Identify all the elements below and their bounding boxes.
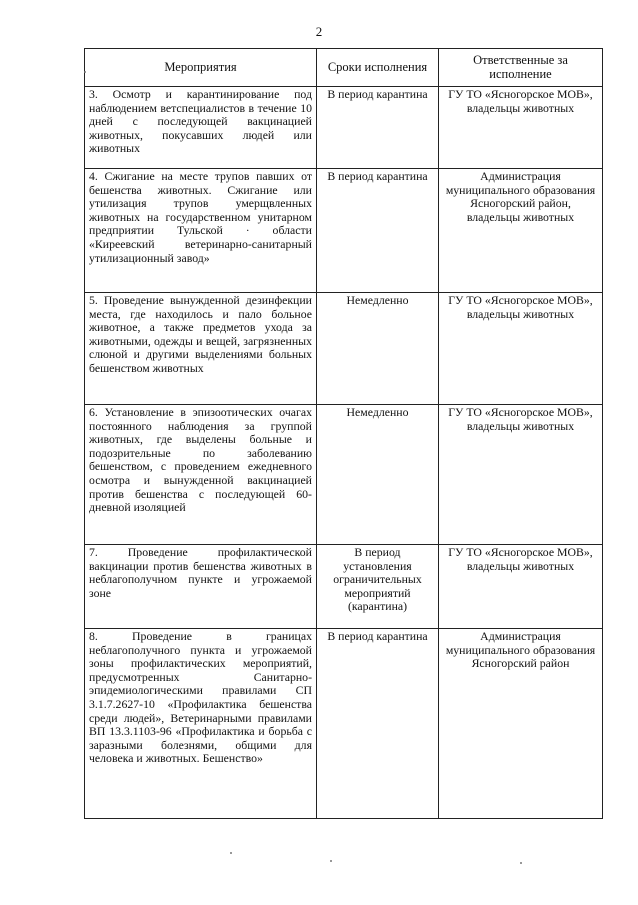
header-responsible: Ответственные за исполнение — [439, 49, 603, 87]
table-row — [85, 629, 603, 819]
responsible-cell: ГУ ТО «Ясногорское МОВ», владельцы животных — [439, 405, 603, 545]
event-cell: 8. Проведение в границах неблагополучного пункта и угрожаемой зоны профилактических мероприятий, предусмотренных Санитарно-эпидемиологическими правилами СП 3.1.7.2627-10 «Профилактика бешенства среди людей», Ветеринарными правилами ВП 13.3.1103-96 «Профилактика и борьба с заразными болезнями, общими для человека и животных. Бешенство» — [85, 629, 317, 819]
table-row — [85, 405, 603, 545]
header-events: Мероприятия — [85, 49, 317, 87]
event-cell: 5. Проведение вынужденной дезинфекции места, где находилось и пало больное животное, а также предметов ухода за животными, одежды и вещей, загрязненных слюной и другими выделениями больных бешенством животных — [85, 293, 317, 405]
table-row — [85, 169, 603, 293]
scan-speck — [84, 71, 86, 73]
term-cell: В период установления ограничительных мероприятий (карантина) — [317, 545, 439, 629]
measures-table — [84, 48, 603, 819]
event-cell: 3. Осмотр и карантинирование под наблюдением ветспециалистов в течение 10 дней с последующей вакцинацией животных, покусавших людей или животных — [85, 87, 317, 169]
header-terms: Сроки исполнения — [317, 49, 439, 87]
table-row — [85, 87, 603, 169]
table-row — [85, 293, 603, 405]
term-cell: В период карантина — [317, 87, 439, 169]
responsible-cell: ГУ ТО «Ясногорское МОВ», владельцы животных — [439, 545, 603, 629]
term-cell: В период карантина — [317, 629, 439, 819]
scan-speck — [230, 852, 232, 854]
term-cell: Немедленно — [317, 293, 439, 405]
responsible-cell: Администрация муниципального образования Ясногорский район, владельцы животных — [439, 169, 603, 293]
event-cell: 4. Сжигание на месте трупов павших от бешенства животных. Сжигание или утилизация трупов умерщвленных животных на государственном унитарном предприятии Тульской · области «Киреевский ветеринарно-санитарный утилизационный завод» — [85, 169, 317, 293]
term-cell: В период карантина — [317, 169, 439, 293]
scan-speck — [330, 860, 332, 862]
responsible-cell: Администрация муниципального образования Ясногорский район — [439, 629, 603, 819]
term-cell: Немедленно — [317, 405, 439, 545]
responsible-cell: ГУ ТО «Ясногорское МОВ», владельцы животных — [439, 87, 603, 169]
scan-speck — [520, 862, 522, 864]
event-cell: 6. Установление в эпизоотических очагах постоянного наблюдения за группой животных, где выделены больные и подозрительные по заболеванию бешенством, с проведением ежедневного осмотра и вынужденной вакцинацией против бешенства с последующей 60-дневной изоляцией — [85, 405, 317, 545]
table-row — [85, 545, 603, 629]
page-number: 2 — [315, 24, 323, 39]
table-header-row — [85, 49, 603, 87]
responsible-cell: ГУ ТО «Ясногорское МОВ», владельцы животных — [439, 293, 603, 405]
event-cell: 7. Проведение профилактической вакцинации против бешенства животных в неблагополучном пункте и угрожаемой зоне — [85, 545, 317, 629]
